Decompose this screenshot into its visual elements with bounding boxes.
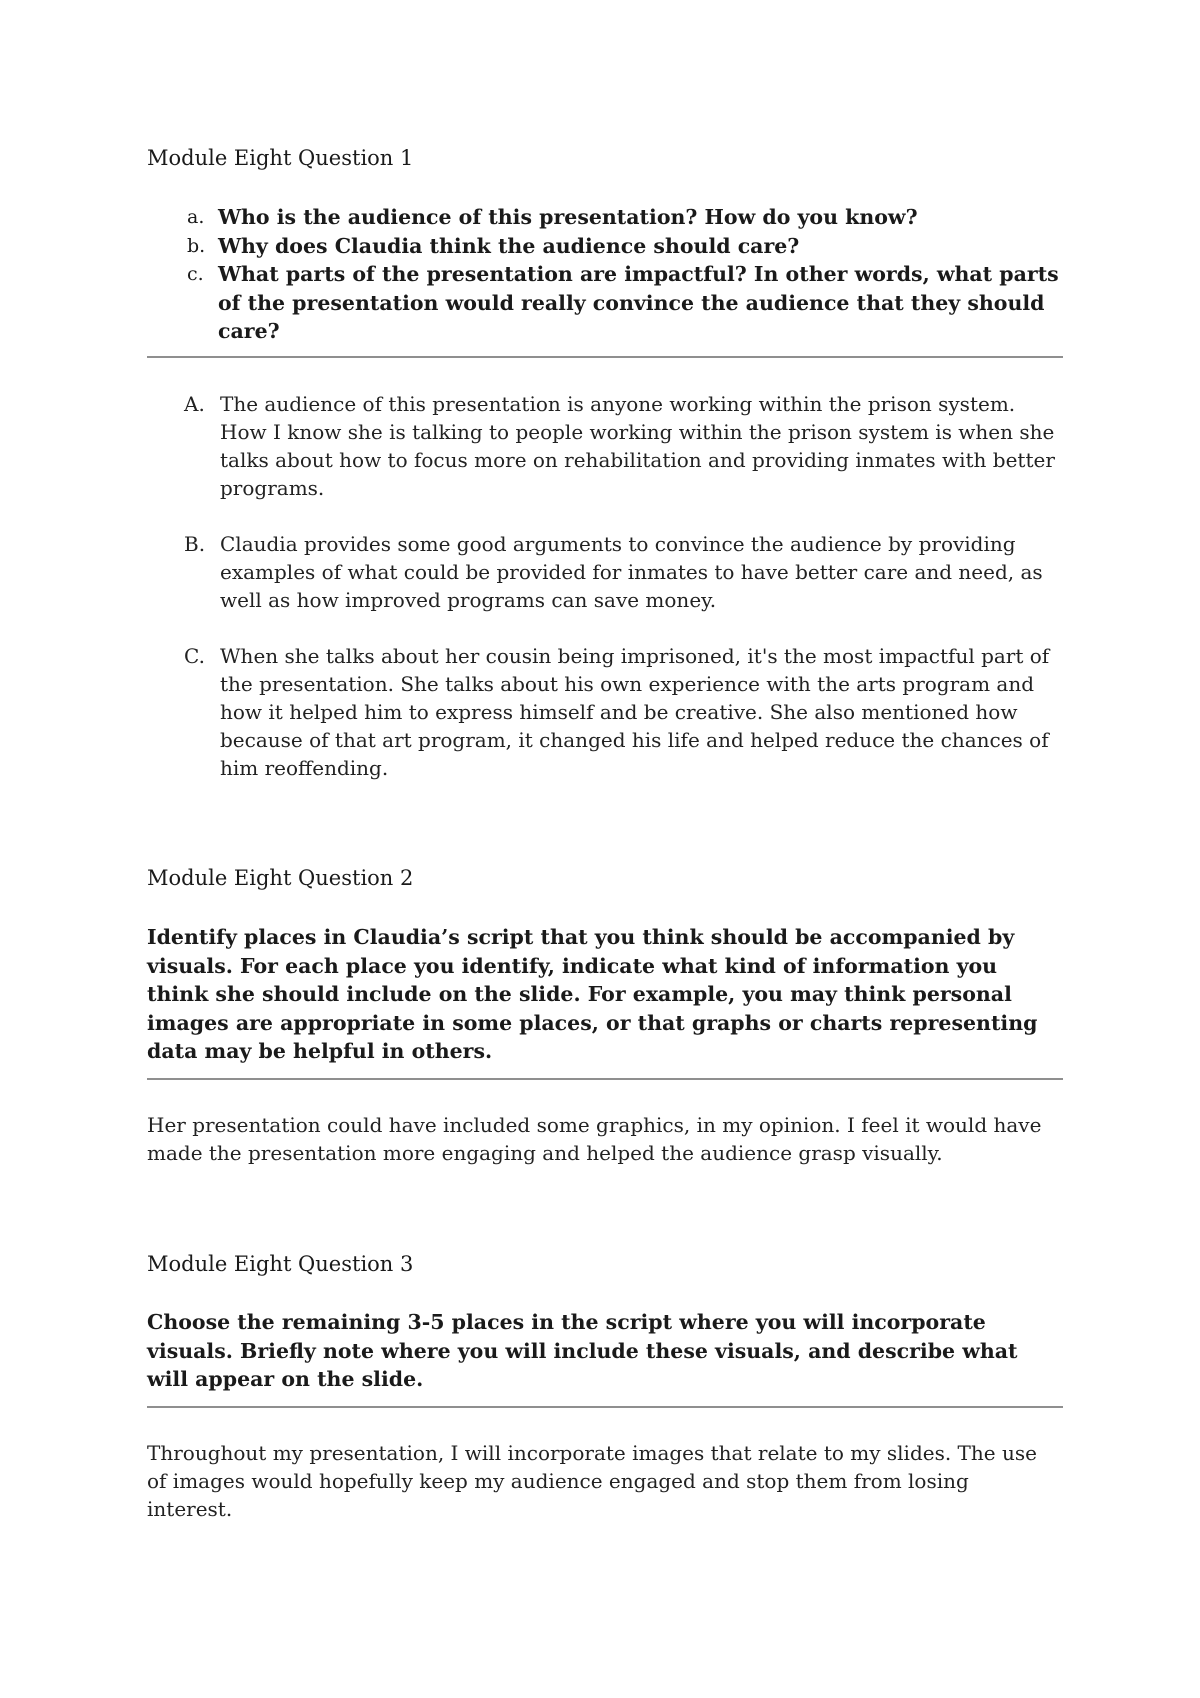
q3-heading: Module Eight Question 3 xyxy=(147,1252,414,1276)
divider-line xyxy=(147,356,1063,358)
divider-line xyxy=(147,1406,1063,1408)
q2-prompt: Identify places in Claudia’s script that you think should be accompanied by visuals. For each place you identify, indicate what kind of information you think she should include on the slide. For example, you may think personal images are appropriate in some places, or that graphs or charts representing data may be helpful in others. xyxy=(147,925,1038,1063)
question-text: Who is the audience of this presentation? How do you know? xyxy=(218,205,918,229)
question-text: What parts of the presentation are impactful? In other words, what parts of the presentation would really convince the audience that they should care? xyxy=(218,262,1059,343)
q1-question-b xyxy=(147,232,1063,261)
list-marker: b. xyxy=(187,234,206,257)
list-marker: B. xyxy=(184,532,206,556)
answer-text: The audience of this presentation is anyone working within the prison system. How I know she is talking to people working within the prison system is when she talks about how to focus more on rehabilitation and providing inmates with better programs. xyxy=(220,392,1055,500)
list-marker: a. xyxy=(187,206,205,228)
q1-answer-c xyxy=(147,642,1063,782)
q1-question-c xyxy=(147,260,1063,346)
divider-line xyxy=(147,1078,1063,1080)
q3-prompt: Choose the remaining 3-5 places in the script where you will incorporate visuals. Briefly note where you will include these visuals, and describe what will appear on the slide. xyxy=(147,1310,1018,1391)
q1-answer-a xyxy=(147,390,1063,502)
list-marker: C. xyxy=(184,644,205,668)
q2-heading: Module Eight Question 2 xyxy=(147,866,414,890)
q2-answer: Her presentation could have included some graphics, in my opinion. I feel it would have made the presentation more engaging and helped the audience grasp visually. xyxy=(147,1113,1042,1165)
answer-text: Claudia provides some good arguments to convince the audience by providing examples of what could be provided for inmates to have better care and need, as well as how improved programs can save money. xyxy=(220,532,1043,612)
answer-text: When she talks about her cousin being imprisoned, it's the most impactful part of the presentation. She talks about his own experience with the arts program and how it helped him to express himself and be creative. She also mentioned how because of that art program, it changed his life and helped reduce the chances of him reoffending. xyxy=(220,644,1050,780)
q1-answer-b xyxy=(147,530,1063,614)
q1-question-a xyxy=(147,203,1063,232)
question-text: Why does Claudia think the audience should care? xyxy=(218,233,800,258)
list-marker: c. xyxy=(187,263,204,285)
list-marker: A. xyxy=(184,392,205,416)
q3-answer: Throughout my presentation, I will incorporate images that relate to my slides. The use of images would hopefully keep my audience engaged and stop them from losing interest. xyxy=(147,1441,1037,1521)
q1-answer-list xyxy=(147,390,1063,810)
q1-question-list xyxy=(147,203,1063,346)
q1-heading: Module Eight Question 1 xyxy=(147,146,414,170)
